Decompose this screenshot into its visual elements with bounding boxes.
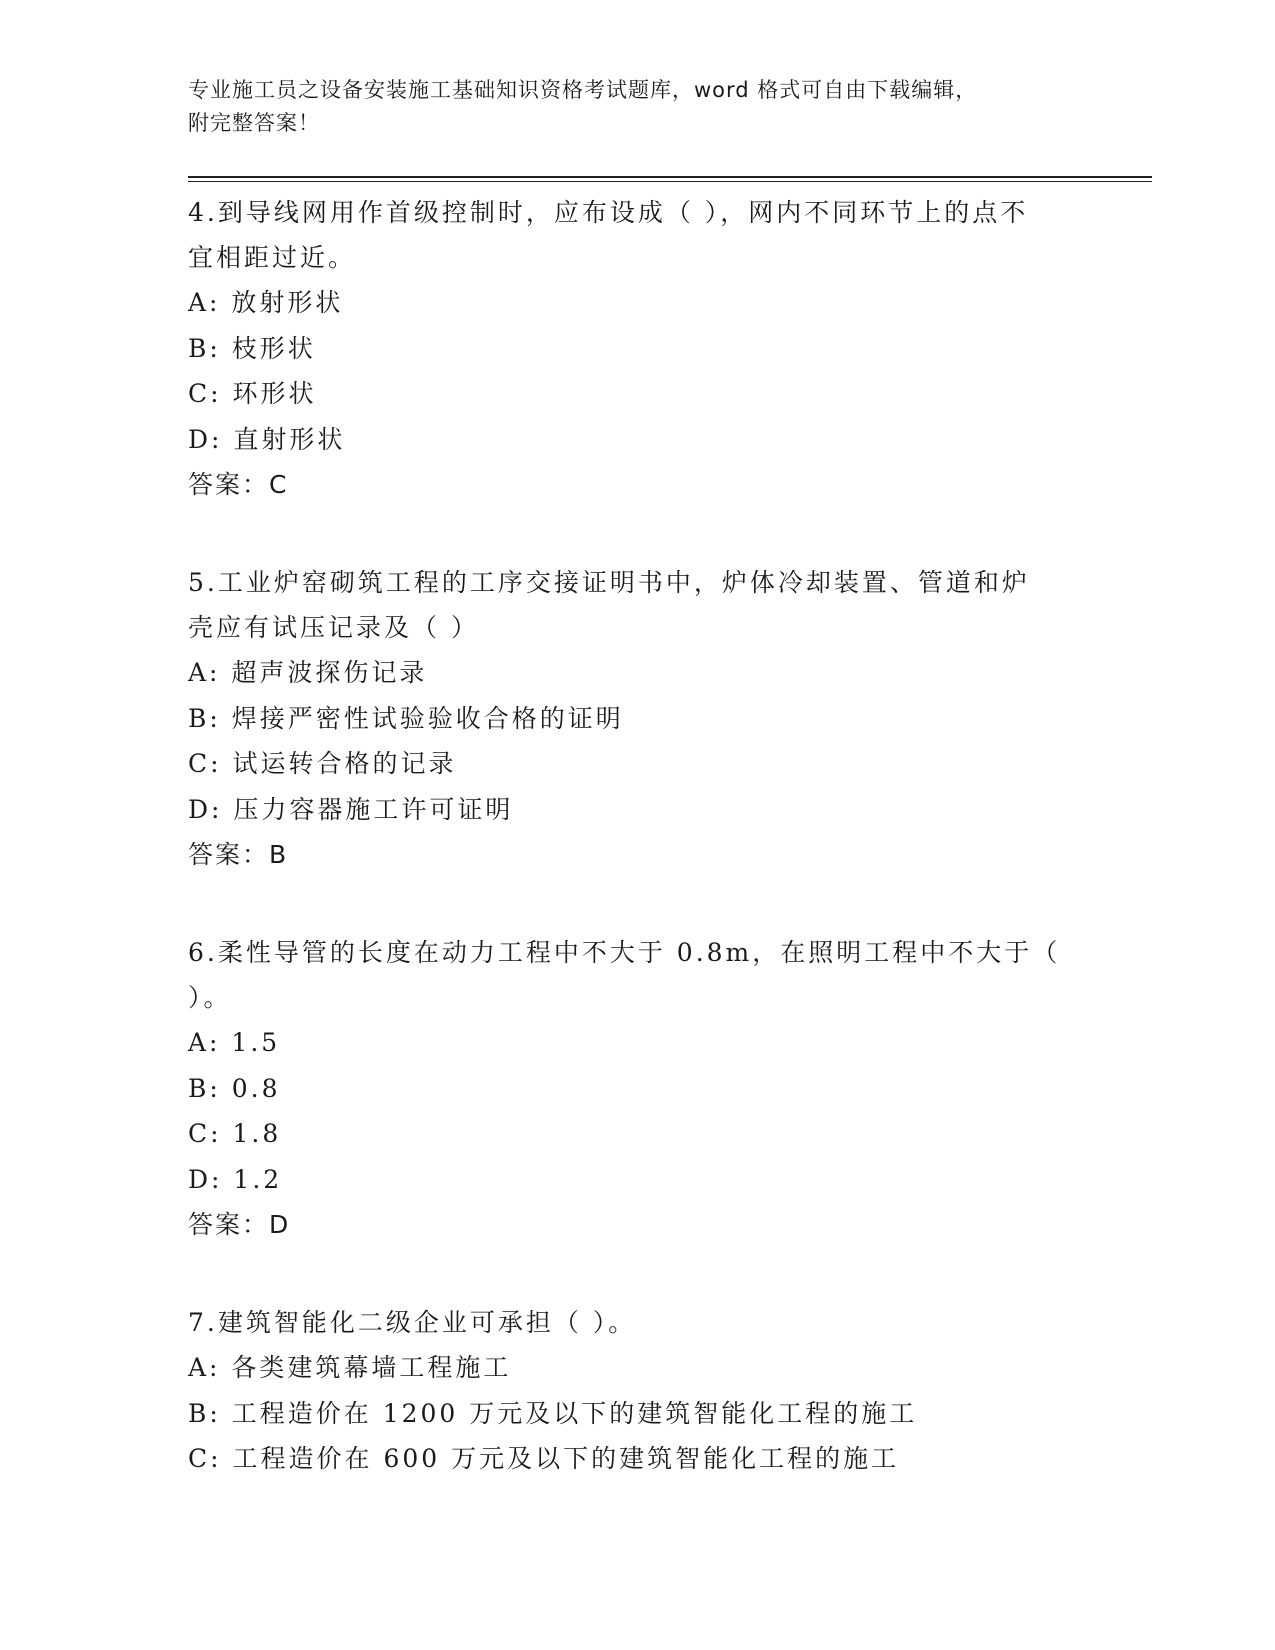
header-divider-thick bbox=[188, 176, 1152, 178]
option-d: D: 直射形状 bbox=[188, 424, 346, 454]
option-b: B: 枝形状 bbox=[188, 333, 316, 363]
question-4 bbox=[188, 190, 1088, 508]
option-b: B: 焊接严密性试验验收合格的证明 bbox=[188, 703, 624, 733]
header-divider-thin bbox=[188, 181, 1152, 182]
option-a: A: 各类建筑幕墙工程施工 bbox=[188, 1353, 512, 1382]
question-stem-line: 7.建筑智能化二级企业可承担（ ）。 bbox=[188, 1308, 637, 1337]
question-6 bbox=[188, 930, 1088, 1248]
option-d: D: 压力容器施工许可证明 bbox=[188, 794, 514, 824]
option-c: C: 环形状 bbox=[188, 379, 317, 408]
question-stem-line: 4.到导线网用作首级控制时，应布设成（ ），网内不同环节上的点不 bbox=[188, 198, 1029, 227]
option-a: A: 放射形状 bbox=[188, 288, 344, 317]
option-c: C: 工程造价在 600 万元及以下的建筑智能化工程的施工 bbox=[188, 1444, 900, 1473]
question-stem-line: 宜相距过近。 bbox=[188, 243, 357, 272]
question-stem-line: ）。 bbox=[188, 983, 232, 1012]
option-a: A: 超声波探伤记录 bbox=[188, 658, 428, 687]
answer-label: 答案：D bbox=[188, 1210, 291, 1239]
option-b: B: 工程造价在 1200 万元及以下的建筑智能化工程的施工 bbox=[188, 1398, 918, 1428]
answer-label: 答案：B bbox=[188, 840, 289, 869]
header-line-2: 附完整答案！ bbox=[188, 111, 320, 135]
option-b: B: 0.8 bbox=[188, 1073, 281, 1103]
header-line-1: 专业施工员之设备安装施工基础知识资格考试题库，word 格式可自由下载编辑， bbox=[188, 78, 978, 102]
document-header bbox=[188, 74, 1068, 140]
question-stem-line: 6.柔性导管的长度在动力工程中不大于 0.8m，在照明工程中不大于（ bbox=[188, 938, 1061, 967]
question-7 bbox=[188, 1300, 1088, 1482]
option-d: D: 1.2 bbox=[188, 1164, 283, 1194]
option-c: C: 试运转合格的记录 bbox=[188, 749, 457, 778]
question-list bbox=[188, 190, 1088, 1534]
question-stem bbox=[188, 190, 1088, 280]
question-stem bbox=[188, 560, 1088, 650]
option-c: C: 1.8 bbox=[188, 1119, 282, 1148]
question-stem bbox=[188, 930, 1088, 1020]
question-stem-line: 壳应有试压记录及（ ） bbox=[188, 613, 479, 642]
question-stem bbox=[188, 1300, 1088, 1345]
answer-label: 答案：C bbox=[188, 470, 289, 499]
question-5 bbox=[188, 560, 1088, 878]
question-stem-line: 5.工业炉窑砌筑工程的工序交接证明书中，炉体冷却装置、管道和炉 bbox=[188, 568, 1030, 597]
option-a: A: 1.5 bbox=[188, 1028, 281, 1057]
